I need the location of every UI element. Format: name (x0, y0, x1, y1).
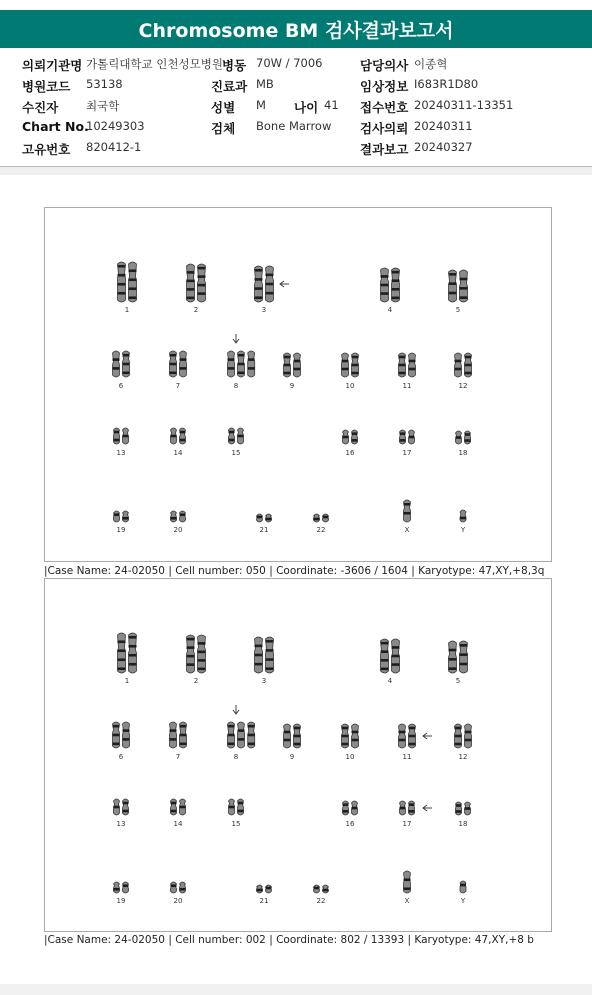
info-value: 20240311 (414, 119, 473, 133)
chromosome-number-label: 1 (124, 306, 130, 314)
chromosome-number-label: X (404, 526, 410, 534)
chromosome-pair (456, 802, 462, 815)
chromosome-pair (284, 724, 291, 748)
chromosome-number-label: 13 (116, 820, 126, 828)
chromosome-pair (465, 431, 471, 444)
chromosome-pair (238, 722, 245, 748)
chromosome-number-label: 15 (231, 820, 241, 828)
chromosome-pair (129, 633, 137, 673)
chromosome-pair (342, 353, 349, 377)
info-label: 병동 (222, 58, 247, 73)
chromosome-pair (180, 799, 186, 815)
chromosome-pair (180, 428, 186, 444)
abnormality-arrow-icon (423, 733, 432, 739)
chromosome-number-label: 1 (124, 677, 130, 685)
chromosome-number-label: Y (460, 526, 466, 534)
info-label: Chart No. (22, 119, 89, 134)
chromosome-number-label: 16 (345, 820, 355, 828)
chromosome-number-label: 21 (259, 897, 269, 905)
chromosome-pair (171, 511, 177, 522)
chromosome-pair (129, 262, 137, 302)
chromosome-number-label: 8 (233, 382, 239, 390)
chromosome-pair (449, 641, 457, 673)
chromosome-number-label: 11 (402, 753, 412, 761)
chromosome-number-label: 18 (458, 449, 468, 457)
info-value: 70W / 7006 (256, 56, 323, 70)
info-label: 성별 (211, 100, 236, 115)
info-label: 수진자 (22, 100, 59, 115)
chromosome-pair (123, 799, 129, 815)
info-label: 검사의뢰 (360, 121, 409, 136)
chromosome-pair (381, 639, 389, 673)
chromosome-pair (113, 351, 120, 377)
age-label: 나이 (294, 100, 319, 115)
chromosome-pair (187, 264, 195, 302)
chromosome-number-label: 22 (316, 897, 326, 905)
chromosome-number-label: 10 (345, 382, 355, 390)
chromosome-pair (400, 801, 406, 815)
chromosome-number-label: 7 (175, 753, 181, 761)
chromosome-pair (400, 430, 406, 444)
info-label: 의뢰기관명 (22, 58, 83, 73)
chromosome-pair (255, 637, 263, 673)
chromosome-number-label: 10 (345, 753, 355, 761)
chromosome-number-label: 17 (402, 449, 412, 457)
info-value: 10249303 (86, 119, 145, 133)
chromosome-number-label: 5 (455, 677, 461, 685)
info-value: 이종혁 (414, 57, 448, 71)
chromosome-pair (266, 637, 274, 673)
info-value: 53138 (86, 77, 123, 91)
chromosome-number-label: 19 (116, 897, 126, 905)
chromosome-number-label: 4 (387, 677, 393, 685)
karyogram-image (45, 208, 551, 561)
chromosome-pair (113, 722, 120, 748)
chromosome-pair (352, 353, 359, 377)
info-label: 진료과 (211, 79, 248, 94)
chromosome-pair (284, 353, 291, 377)
chromosome-pair (170, 722, 177, 748)
chromosome-pair (118, 262, 126, 302)
chromosome-pair (180, 882, 186, 893)
chromosome-pair (460, 641, 468, 673)
chromosome-pair (123, 351, 130, 377)
info-row (0, 56, 592, 74)
chromosome-pair (456, 431, 462, 444)
chromosome-number-label: X (404, 897, 410, 905)
chromosome-number-label: 8 (233, 753, 239, 761)
info-value: I683R1D80 (414, 77, 479, 91)
chromosome-pair (266, 266, 274, 302)
chromosome-number-label: 14 (173, 820, 183, 828)
chromosome-pair (123, 882, 129, 893)
chromosome-pair (409, 353, 416, 377)
chromosome-pair (248, 722, 255, 748)
chromosome-pair (123, 722, 130, 748)
bottom-gray-band (0, 984, 592, 995)
karyogram-panel-1 (44, 207, 552, 562)
chromosome-pair (343, 430, 349, 444)
chromosome-pair (409, 724, 416, 748)
chromosome-pair (460, 881, 466, 893)
chromosome-pair (455, 353, 462, 377)
top-gray-band (0, 167, 592, 175)
chromosome-number-label: 5 (455, 306, 461, 314)
chromosome-pair (198, 264, 206, 302)
info-label: 접수번호 (360, 100, 409, 115)
chromosome-number-label: 22 (316, 526, 326, 534)
info-label: 고유번호 (22, 142, 71, 157)
abnormality-arrow-icon (233, 705, 239, 714)
chromosome-number-label: 12 (458, 753, 468, 761)
chromosome-number-label: 2 (193, 677, 199, 685)
info-value: MB (256, 77, 274, 91)
chromosome-pair (229, 428, 235, 444)
chromosome-pair (118, 633, 126, 673)
chromosome-pair (323, 885, 329, 893)
chromosome-pair (343, 801, 349, 815)
chromosome-pair (171, 428, 177, 444)
chromosome-pair (266, 514, 272, 522)
karyogram-caption: |Case Name: 24-02050 | Cell number: 002 | Coordinate: 802 / 13393 | Karyotype: 47,XY,+8 b (44, 934, 534, 946)
chromosome-number-label: 4 (387, 306, 393, 314)
chromosome-pair (180, 722, 187, 748)
chromosome-pair (381, 268, 389, 302)
chromosome-pair (170, 351, 177, 377)
chromosome-pair (399, 353, 406, 377)
chromosome-pair (294, 353, 301, 377)
chromosome-pair (399, 724, 406, 748)
info-value: M (256, 98, 266, 112)
chromosome-number-label: 6 (118, 753, 124, 761)
chromosome-number-label: 2 (193, 306, 199, 314)
info-label: 임상정보 (360, 79, 409, 94)
chromosome-number-label: 21 (259, 526, 269, 534)
chromosome-pair (257, 885, 263, 893)
chromosome-pair (248, 351, 255, 377)
info-label: 병원코드 (22, 79, 71, 94)
report-title: Chromosome BM 검사결과보고서 (0, 10, 592, 48)
chromosome-pair (323, 514, 329, 522)
chromosome-pair (465, 802, 471, 815)
chromosome-number-label: 14 (173, 449, 183, 457)
chromosome-number-label: 3 (261, 306, 267, 314)
chromosome-pair (257, 514, 263, 522)
karyogram-panel-2 (44, 578, 552, 932)
chromosome-number-label: 18 (458, 820, 468, 828)
chromosome-pair (409, 801, 415, 815)
chromosome-number-label: 13 (116, 449, 126, 457)
chromosome-number-label: 9 (289, 382, 295, 390)
chromosome-pair (229, 799, 235, 815)
info-value: 가톨릭대학교 인천성모병원 (86, 57, 223, 71)
chromosome-pair (409, 430, 415, 444)
chromosome-pair (465, 353, 472, 377)
chromosome-pair (187, 635, 195, 673)
chromosome-number-label: 16 (345, 449, 355, 457)
chromosome-pair (123, 428, 129, 444)
chromosome-pair (123, 511, 129, 522)
info-label: 검체 (211, 121, 236, 136)
chromosome-pair (266, 885, 272, 893)
chromosome-pair (171, 882, 177, 893)
chromosome-pair (255, 266, 263, 302)
chromosome-number-label: 6 (118, 382, 124, 390)
chromosome-pair (342, 724, 349, 748)
chromosome-pair (352, 724, 359, 748)
chromosome-pair (392, 268, 400, 302)
info-row (0, 140, 592, 158)
chromosome-pair (404, 871, 411, 893)
karyogram-caption: |Case Name: 24-02050 | Cell number: 050 | Coordinate: -3606 / 1604 | Karyotype: 47,XY,+8,3q (44, 565, 545, 577)
chromosome-number-label: 19 (116, 526, 126, 534)
chromosome-pair (114, 428, 120, 444)
chromosome-pair (238, 799, 244, 815)
chromosome-number-label: 3 (261, 677, 267, 685)
chromosome-pair (114, 511, 120, 522)
chromosome-number-label: 20 (173, 526, 183, 534)
chromosome-pair (114, 799, 120, 815)
chromosome-number-label: 20 (173, 897, 183, 905)
info-row (0, 98, 592, 116)
chromosome-number-label: 7 (175, 382, 181, 390)
chromosome-pair (171, 799, 177, 815)
karyogram-image (45, 579, 551, 931)
chromosome-number-label: 12 (458, 382, 468, 390)
chromosome-pair (352, 430, 358, 444)
chromosome-number-label: 17 (402, 820, 412, 828)
chromosome-pair (238, 351, 245, 377)
abnormality-arrow-icon (233, 334, 239, 343)
chromosome-pair (180, 511, 186, 522)
chromosome-number-label: Y (460, 897, 466, 905)
chromosome-pair (449, 270, 457, 302)
chromosome-pair (180, 351, 187, 377)
age-value: 41 (324, 98, 339, 112)
chromosome-pair (294, 724, 301, 748)
chromosome-pair (314, 514, 320, 522)
chromosome-pair (352, 801, 358, 815)
patient-info (0, 52, 592, 162)
info-label: 담당의사 (360, 58, 409, 73)
info-value: 20240311-13351 (414, 98, 514, 112)
info-value: 820412-1 (86, 140, 142, 154)
chromosome-pair (460, 270, 468, 302)
chromosome-number-label: 15 (231, 449, 241, 457)
abnormality-arrow-icon (423, 805, 432, 811)
chromosome-pair (314, 885, 320, 893)
chromosome-pair (465, 724, 472, 748)
chromosome-pair (460, 510, 466, 522)
info-value: 20240327 (414, 140, 473, 154)
info-label: 결과보고 (360, 142, 409, 157)
chromosome-pair (238, 428, 244, 444)
chromosome-pair (392, 639, 400, 673)
info-row (0, 77, 592, 95)
chromosome-pair (114, 882, 120, 893)
info-value: 최국학 (86, 99, 120, 113)
chromosome-pair (198, 635, 206, 673)
chromosome-pair (228, 722, 235, 748)
chromosome-number-label: 9 (289, 753, 295, 761)
chromosome-pair (228, 351, 235, 377)
info-value: Bone Marrow (256, 119, 332, 133)
info-row (0, 119, 592, 137)
abnormality-arrow-icon (280, 281, 289, 287)
chromosome-pair (455, 724, 462, 748)
chromosome-number-label: 11 (402, 382, 412, 390)
chromosome-pair (404, 500, 411, 522)
